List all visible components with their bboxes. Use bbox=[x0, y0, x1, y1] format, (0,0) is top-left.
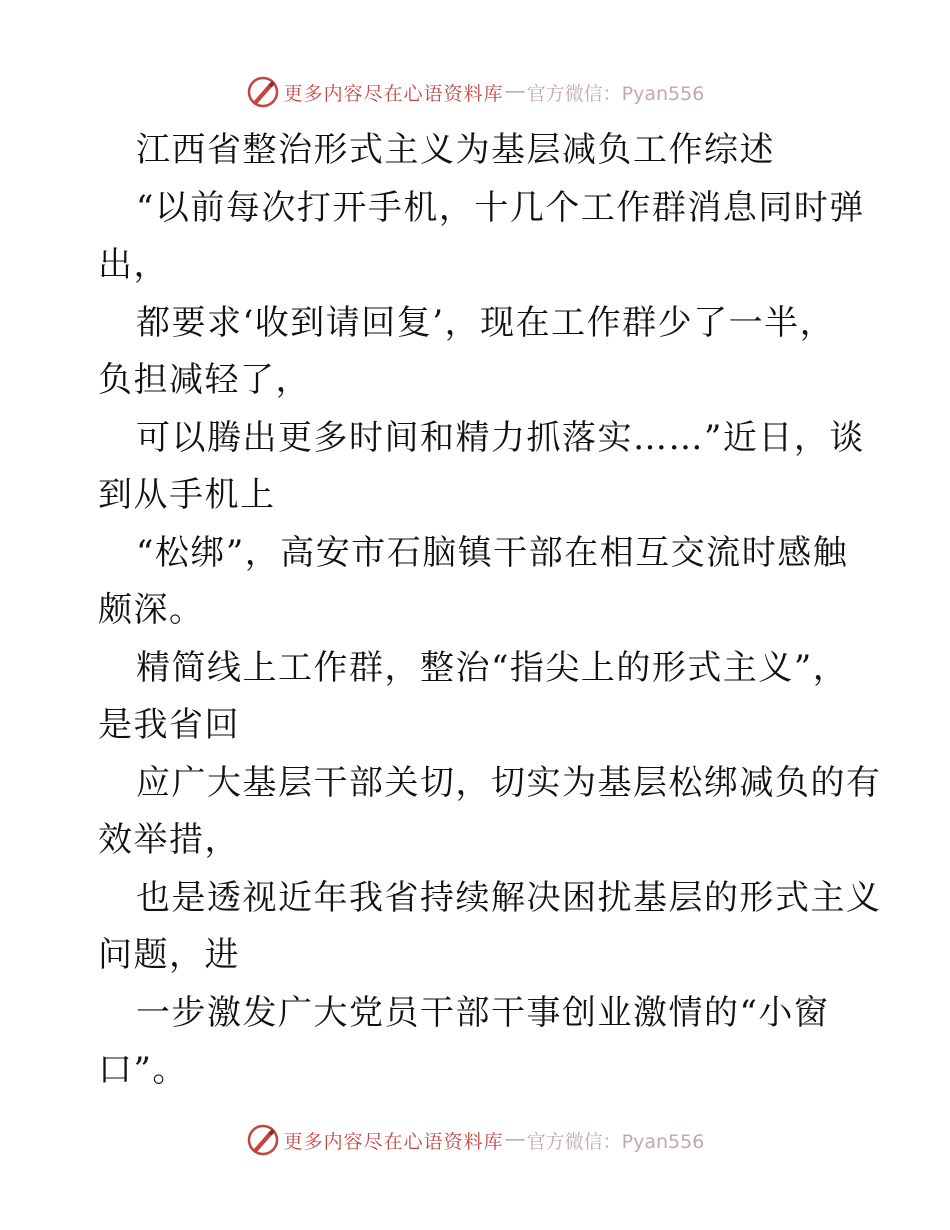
text-line: 一步激发广大党员干部干事创业激情的“小窗 bbox=[136, 992, 830, 1033]
footer-watermark bbox=[0, 1120, 950, 1160]
text-line: 到从手机上 bbox=[98, 475, 276, 515]
pen-logo-icon bbox=[246, 75, 280, 109]
text-line: “松绑”，高安市石脑镇干部在相互交流时感触 bbox=[136, 532, 849, 573]
text-line: 可以腾出更多时间和精力抓落实……”近日，谈 bbox=[136, 417, 865, 458]
text-line: 效举措， bbox=[98, 820, 240, 860]
text-line: 问题，进 bbox=[98, 935, 240, 975]
watermark-brand: 更多内容尽在心语资料库 bbox=[283, 82, 504, 105]
text-line: 口”。 bbox=[98, 1050, 188, 1090]
text-line: 负担减轻了， bbox=[98, 360, 311, 400]
text-line: 应广大基层干部关切，切实为基层松绑减负的有 bbox=[136, 762, 882, 803]
text-line: 颇深。 bbox=[98, 590, 205, 630]
watermark-dash: — bbox=[505, 81, 525, 102]
watermark-brand: 更多内容尽在心语资料库 bbox=[283, 1130, 504, 1153]
text-line: 出， bbox=[98, 245, 169, 285]
text-line: 也是透视近年我省持续解决困扰基层的形式主义 bbox=[136, 877, 882, 918]
watermark-contact: 官方微信：Pyan556 bbox=[526, 1130, 705, 1153]
text-line: 精简线上工作群，整治“指尖上的形式主义”， bbox=[136, 647, 849, 688]
document-title: 江西省整治形式主义为基层减负工作综述 bbox=[136, 130, 775, 170]
watermark-dash: — bbox=[505, 1129, 525, 1150]
header-watermark bbox=[0, 72, 950, 112]
text-line: “以前每次打开手机，十几个工作群消息同时弹 bbox=[136, 187, 865, 228]
document-body bbox=[98, 122, 882, 1100]
text-line: 都要求‘收到请回复’，现在工作群少了一半， bbox=[136, 302, 836, 343]
text-line: 是我省回 bbox=[98, 705, 240, 745]
pen-logo-icon bbox=[246, 1123, 280, 1157]
watermark-contact: 官方微信：Pyan556 bbox=[526, 82, 705, 105]
